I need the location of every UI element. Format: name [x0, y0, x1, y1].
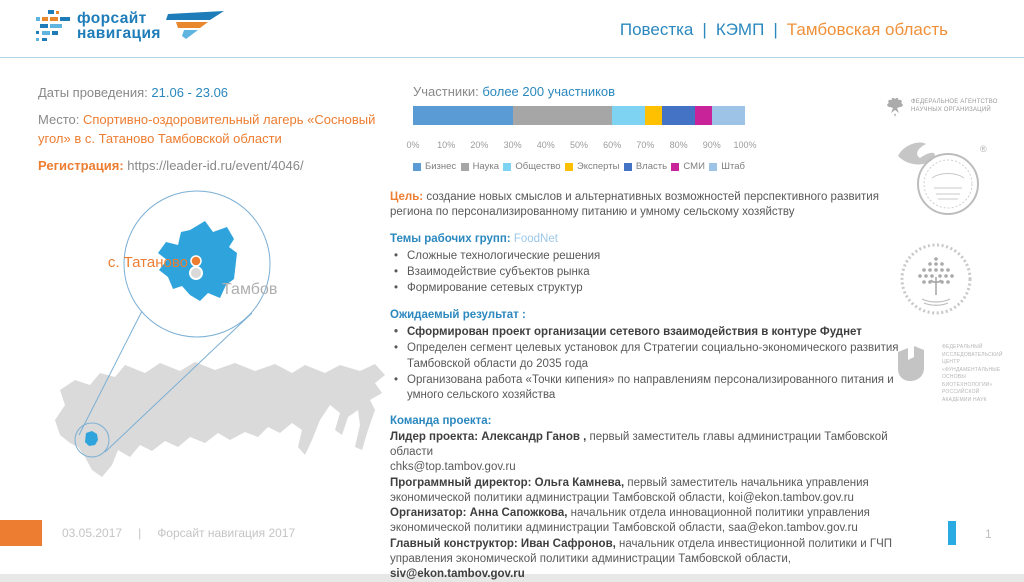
x-axis-ticks	[406, 140, 757, 152]
page-number-bar	[948, 521, 956, 545]
x-tick: 70%	[636, 140, 655, 150]
member-description: первый заместитель начальника управления экономической политики администрации Тамбовской области, koi@ekon.tambov.gov.ru	[390, 476, 869, 504]
themes-section	[390, 232, 907, 297]
goal-text: создание новых смыслов и альтернативных возможностей перспективного развития региона по персонализированному питанию и умному сельскому хозяйству	[390, 191, 879, 219]
team-member	[390, 537, 907, 582]
team-member	[390, 476, 907, 507]
legend-item	[709, 161, 745, 172]
place-value: Спортивно-оздоровительный лагерь «Сосновый угол» в с. Татаново Тамбовской области	[38, 112, 376, 146]
biotech-emblem-icon	[898, 241, 974, 317]
event-info	[38, 84, 392, 185]
place-label: Место:	[38, 112, 80, 128]
bar-segment-Власть	[662, 106, 695, 125]
russia-silhouette	[55, 362, 385, 477]
team-section	[390, 414, 907, 582]
themes-highlight: FoodNet	[513, 232, 558, 245]
bar-segment-Общество	[612, 106, 645, 125]
logo-wordmark	[77, 12, 161, 41]
member-email[interactable]: siv@ekon.tambov.gov.ru	[390, 568, 525, 581]
page-number: 1	[985, 527, 992, 541]
city-label: Тамбов	[222, 281, 278, 298]
goal-label: Цель:	[390, 191, 424, 203]
breadcrumb-separator: |	[702, 20, 707, 39]
chart-title	[413, 84, 745, 99]
legend-swatch	[503, 163, 511, 171]
result-item: • Сформирован проект организации сетевого взаимодействия в контуре Фуднет	[407, 325, 907, 340]
event-place	[38, 111, 392, 148]
result-item: • Определен сегмент целевых установок для Стратегии социально-экономического развития Тамбовской области до 2035 года	[407, 341, 907, 372]
x-tick: 80%	[669, 140, 688, 150]
footer	[62, 526, 295, 540]
legend-item	[671, 161, 705, 172]
registered-mark: ®	[980, 144, 987, 154]
biotech-circle-logo	[898, 241, 1016, 322]
frc-emblem-icon	[894, 344, 936, 386]
research-center-logo	[894, 344, 1016, 404]
legend-swatch	[413, 163, 421, 171]
dates-value: 21.06 - 23.06	[151, 85, 229, 100]
x-tick: 30%	[503, 140, 522, 150]
legend-swatch	[624, 163, 632, 171]
registration-link[interactable]: https://leader-id.ru/event/4046/	[127, 158, 304, 174]
member-description: начальник отдела инновационной политики управления экономической политики администрации Тамбовской области, saa@ekon.tambov.gov.ru	[390, 507, 870, 535]
result-item: • Организована работа «Точки кипения» по направлениям персонализированного питания и умного сельского хозяйства	[407, 373, 907, 404]
team-member	[390, 430, 907, 476]
event-dates	[38, 84, 392, 102]
results-section	[390, 308, 907, 404]
bar-segment-Эксперты	[645, 106, 662, 125]
breadcrumb-region: Тамбовская область	[786, 20, 948, 39]
legend-label: Наука	[472, 161, 499, 172]
theme-item: • Формирование сетевых структур	[407, 281, 907, 296]
results-list	[390, 325, 907, 403]
stacked-bar	[413, 106, 745, 125]
footer-date: 03.05.2017	[62, 526, 123, 540]
team-member	[390, 506, 907, 537]
themes-list	[390, 249, 907, 297]
goal-section	[390, 190, 907, 221]
x-tick: 60%	[603, 140, 622, 150]
bar-segment-Наука	[513, 106, 613, 125]
member-role-name: Организатор: Анна Сапожкова,	[390, 507, 568, 520]
member-description: начальник отдела инвестиционной политики и ГЧП управления экономической политики администрации Тамбовской области,	[390, 537, 893, 565]
footer-accent-block	[0, 520, 42, 546]
legend-label: Общество	[515, 161, 561, 172]
partner-logos	[884, 96, 1016, 404]
member-role-name: Программный директор: Ольга Камнева,	[390, 476, 625, 489]
participants-chart	[406, 84, 757, 172]
legend-swatch	[671, 163, 679, 171]
seal-logo	[890, 130, 1016, 227]
x-tick: 100%	[733, 140, 757, 150]
eagle-emblem-icon	[884, 96, 906, 118]
event-registration	[38, 157, 392, 175]
location-map	[30, 185, 390, 515]
village-label: с. Татаново	[107, 254, 188, 271]
legend-label: СМИ	[683, 161, 705, 172]
theme-item: • Взаимодействие субъектов рынка	[407, 265, 907, 280]
logo-line1: форсайт	[77, 10, 147, 28]
breadcrumb	[620, 20, 948, 40]
legend-swatch	[709, 163, 717, 171]
logo-line2: навигация	[77, 25, 161, 42]
legend-label: Бизнес	[425, 161, 457, 172]
legend-item	[503, 161, 560, 172]
participants-value: более 200 участников	[482, 84, 616, 99]
fano-label: ФЕДЕРАЛЬНОЕ АГЕНТСТВО НАУЧНЫХ ОРГАНИЗАЦИЙ	[911, 99, 998, 113]
logo	[34, 9, 224, 45]
legend-label: Штаб	[721, 161, 745, 172]
footer-separator: |	[138, 526, 142, 540]
breadcrumb-agenda: Повестка	[619, 20, 694, 39]
x-tick: 50%	[569, 140, 589, 150]
legend-label: Эксперты	[576, 161, 620, 172]
team-label: Команда проекта:	[390, 415, 492, 428]
bar-segment-Штаб	[712, 106, 745, 125]
legend-item	[624, 161, 667, 172]
seal-emblem-icon	[890, 130, 990, 222]
bar-segment-Бизнес	[413, 106, 513, 125]
breadcrumb-camp: КЭМП	[715, 20, 765, 39]
member-role-name: Лидер проекта: Александр Ганов ,	[390, 430, 587, 443]
logo-pixel-icon	[34, 9, 72, 45]
city-dot	[190, 267, 202, 279]
legend-item	[413, 161, 456, 172]
legend-item	[565, 161, 620, 172]
member-role-name: Главный конструктор: Иван Сафронов,	[390, 537, 616, 550]
breadcrumb-separator: |	[773, 20, 778, 39]
village-dot	[191, 256, 201, 266]
frc-label: ФЕДЕРАЛЬНЫЙ ИССЛЕДОВАТЕЛЬСКИЙ ЦЕНТР «ФУНДАМЕНТАЛЬНЫЕ ОСНОВЫ БИОТЕХНОЛОГИИ» РОССИЙСКОЙ АКАДЕМИИ НАУК	[942, 344, 1003, 403]
fano-logo	[884, 96, 1016, 118]
legend-swatch	[565, 163, 573, 171]
legend-item	[461, 161, 499, 172]
theme-item: • Сложные технологические решения	[407, 249, 907, 264]
logo-swoosh-icon	[166, 11, 224, 43]
themes-label: Темы рабочих групп:	[390, 232, 511, 245]
chart-legend	[413, 161, 745, 172]
header	[0, 0, 1024, 58]
x-tick: 10%	[437, 140, 456, 150]
footer-title: Форсайт навигация 2017	[157, 526, 296, 540]
x-tick: 0%	[406, 140, 420, 150]
legend-label: Власть	[635, 161, 668, 172]
member-email[interactable]: chks@top.tambov.gov.ru	[390, 461, 516, 474]
x-tick: 90%	[702, 140, 721, 150]
bar-segment-СМИ	[695, 106, 712, 125]
registration-label: Регистрация:	[38, 158, 124, 174]
legend-swatch	[461, 163, 469, 171]
main-content	[390, 190, 907, 582]
x-tick: 20%	[470, 140, 489, 150]
member-description: первый заместитель главы администрации Тамбовской области	[390, 430, 888, 458]
results-label: Ожидаемый результат :	[390, 308, 526, 321]
x-tick: 40%	[536, 140, 555, 150]
dates-label: Даты проведения:	[38, 85, 148, 100]
participants-label: Участники:	[413, 84, 479, 99]
